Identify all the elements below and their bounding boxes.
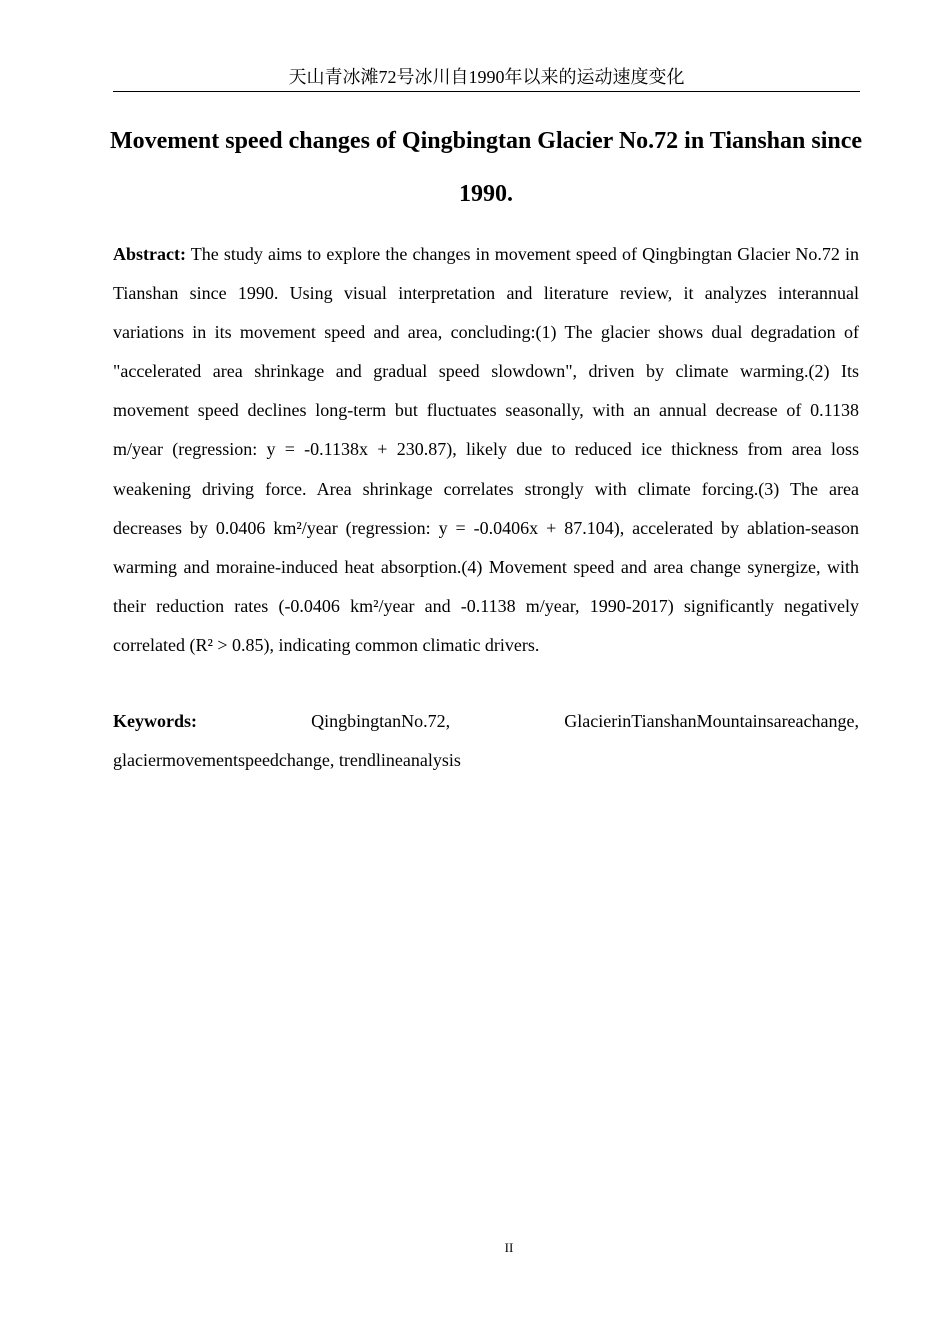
abstract-label: Abstract: [113,244,186,264]
paper-title: Movement speed changes of Qingbingtan Glacier No.72 in Tianshan since 1990. [109,128,863,207]
abstract-text: The study aims to explore the changes in movement speed of Qingbingtan Glacier No.72 in Tianshan since 1990. Using visual interpretation and literature review, it analyzes interannual variations in its movement speed and area, concluding:(1) The glacier shows dual degradation of "accelerated area shrinkage and gradual speed slowdown", driven by climate warming.(2) Its movement speed declines long-term but fluctuates seasonally, with an annual decrease of 0.1138 m/year (regression: y = -0.1138x + 230.87), likely due to reduced ice thickness from area loss weakening driving force. Area shrinkage correlates strongly with climate forcing.(3) The area decreases by 0.0406 km²/year (regression: y = -0.0406x + 87.104), accelerated by ablation-season warming and moraine-induced heat absorption.(4) Movement speed and area change synergize, with their reduction rates (-0.0406 km²/year and -0.1138 m/year, 1990-2017) significantly negatively correlated (R² > 0.85), indicating common climatic drivers. [113,244,859,655]
keywords-label: Keywords: [113,711,197,731]
abstract-paragraph [113,235,859,665]
keywords-text: QingbingtanNo.72, GlacierinTianshanMountainsareachange, glaciermovementspeedchange, trendlineanalysis [113,711,860,770]
running-header: 天山青冰滩72号冰川自1990年以来的运动速度变化 [113,64,860,92]
page-number: II [504,1240,514,1255]
keywords-paragraph [113,702,859,780]
